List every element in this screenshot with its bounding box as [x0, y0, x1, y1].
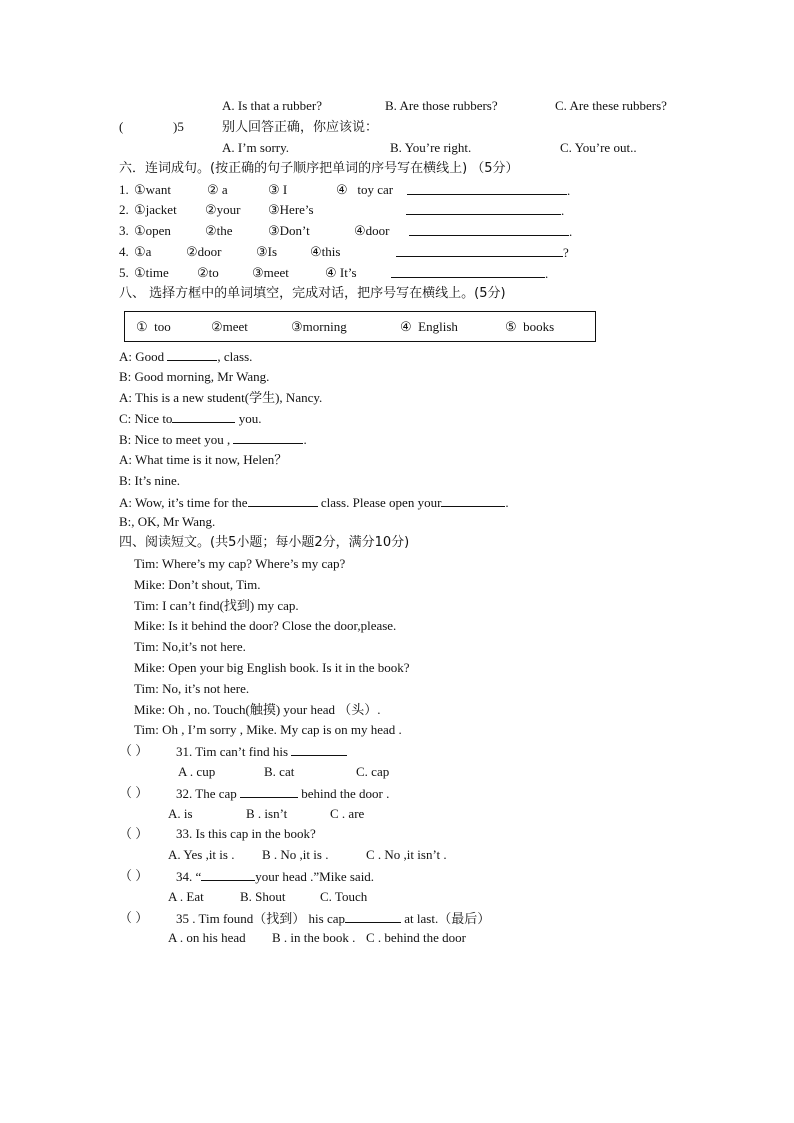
s8-line-9: B:, OK, Mr Wang.	[119, 514, 216, 529]
q32-option-b: B . isn’t	[246, 806, 288, 821]
s6-row-5-label: 5.	[119, 265, 129, 280]
q4-option-a: A. Is that a rubber?	[222, 98, 322, 113]
s6-row-4-word-1: ①a	[134, 244, 152, 259]
s6-row-3-word-4: ④door	[354, 223, 390, 238]
q35-paren[interactable]: （ ）	[119, 910, 149, 925]
s6-row-2-word-2: ②your	[205, 202, 241, 217]
s6-row-2-label: 2.	[119, 202, 129, 217]
passage-line-3: Tim: I can’t find(找到) my cap.	[134, 598, 299, 613]
word-bank-item-4: ④ English	[400, 319, 458, 334]
word-bank-item-1: ① too	[136, 319, 171, 334]
s6-row-1-word-1: ①want	[134, 182, 171, 197]
q35-option-a: A . on his head	[168, 930, 246, 945]
s6-row-4-word-2: ②door	[186, 244, 222, 259]
passage-line-1: Tim: Where’s my cap? Where’s my cap?	[134, 556, 346, 571]
s8-line-5: B: Nice to meet you , .	[119, 432, 307, 447]
s6-row-1-word-3: ③ I	[268, 182, 288, 197]
passage-line-4: Mike: Is it behind the door? Close the door,please.	[134, 618, 397, 633]
s6-row-4-word-3: ③Is	[256, 244, 278, 259]
q33-paren[interactable]: （ ）	[119, 826, 149, 841]
s8-line-4: C: Nice to you.	[119, 411, 262, 426]
s6-row-2-word-1: ①jacket	[134, 202, 177, 217]
q4-option-c: C. Are these rubbers?	[555, 98, 667, 113]
q32-text: 32. The cap behind the door .	[176, 786, 390, 801]
passage-line-8: Mike: Oh , no. Touch(触摸) your head （头）.	[134, 702, 381, 717]
q31-text: 31. Tim can’t find his	[176, 743, 347, 760]
q5-answer-paren: (	[119, 119, 124, 134]
section-8-title: 八、 选择方框中的单词填空，完成对话，把序号写在横线上。(5分)	[119, 286, 506, 301]
s6-row-4-answer-line[interactable]: ?	[396, 244, 569, 261]
word-bank-item-2: ②meet	[211, 319, 248, 334]
s8-blank-3[interactable]	[233, 431, 303, 444]
s6-row-1-word-4: ④ toy car	[336, 182, 394, 197]
q32-paren[interactable]: （ ）	[119, 785, 149, 800]
q5-option-a: A. I’m sorry.	[222, 140, 290, 155]
s8-blank-1[interactable]	[167, 348, 217, 361]
q34-option-a: A . Eat	[168, 889, 204, 904]
passage-line-7: Tim: No, it’s not here.	[134, 681, 250, 696]
q5-option-b: B. You’re right.	[390, 140, 472, 155]
q33-option-c: C . No ,it isn’t .	[366, 847, 447, 862]
q31-blank[interactable]	[291, 743, 347, 756]
s6-row-4-word-4: ④this	[310, 244, 341, 259]
s8-blank-2[interactable]	[172, 410, 235, 423]
s8-line-6: A: What time is it now, Helen？	[119, 452, 288, 467]
q34-option-b: B. Shout	[240, 889, 286, 904]
section-4-title: 四、阅读短文。(共5小题；每小题2分，满分10分)	[119, 535, 410, 550]
s6-row-3-answer-line[interactable]: .	[409, 223, 572, 240]
s6-row-5-word-3: ③meet	[252, 265, 289, 280]
q32-option-c: C . are	[330, 806, 365, 821]
word-bank-item-5: ⑤ books	[505, 319, 555, 334]
s6-row-2-word-3: ③Here’s	[268, 202, 314, 217]
q33-option-b: B . No ,it is .	[262, 847, 329, 862]
s8-blank-4[interactable]	[248, 494, 318, 507]
s6-row-5-word-2: ②to	[197, 265, 219, 280]
q5-prompt: 别人回答正确，你应该说：	[222, 119, 379, 134]
q35-option-b: B . in the book .	[272, 930, 356, 945]
s6-row-1-label: 1.	[119, 182, 129, 197]
s6-row-2-answer-line[interactable]: .	[406, 202, 564, 219]
s8-blank-5[interactable]	[441, 494, 505, 507]
s8-line-2: B: Good morning, Mr Wang.	[119, 369, 270, 384]
passage-line-5: Tim: No,it’s not here.	[134, 639, 246, 654]
s6-row-3-label: 3.	[119, 223, 129, 238]
s6-row-5-word-1: ①time	[134, 265, 169, 280]
q31-paren[interactable]: （ ）	[119, 743, 149, 758]
s6-row-3-word-3: ③Don’t	[268, 223, 310, 238]
s6-row-5-answer-line[interactable]: .	[391, 265, 548, 282]
q32-blank[interactable]	[240, 785, 298, 798]
passage-line-2: Mike: Don’t shout, Tim.	[134, 577, 261, 592]
q5-number: )5	[173, 119, 184, 134]
s6-row-4-label: 4.	[119, 244, 129, 259]
q35-option-c: C . behind the door	[366, 930, 467, 945]
q35-text: 35 . Tim found（找到） his cap at last.（最后）	[176, 911, 491, 926]
s8-line-8: A: Wow, it’s time for the class. Please open your .	[119, 495, 509, 510]
s8-line-1: A: Good , class.	[119, 349, 253, 364]
word-bank-box	[124, 311, 596, 342]
q33-text: 33. Is this cap in the book?	[176, 826, 316, 841]
passage-line-6: Mike: Open your big English book. Is it in the book?	[134, 660, 410, 675]
s8-line-7: B: It’s nine.	[119, 473, 181, 488]
word-bank-item-3: ③morning	[291, 319, 347, 334]
q34-paren[interactable]: （ ）	[119, 868, 149, 883]
passage-line-9: Tim: Oh , I’m sorry , Mike. My cap is on my head .	[134, 722, 402, 737]
q32-option-a: A. is	[168, 806, 193, 821]
s6-row-3-word-1: ①open	[134, 223, 171, 238]
q31-option-c: C. cap	[356, 764, 390, 779]
s6-row-5-word-4: ④ It’s	[325, 265, 357, 280]
s6-row-1-word-2: ② a	[207, 182, 228, 197]
q34-option-c: C. Touch	[320, 889, 368, 904]
q34-text: 34. “ your head .”Mike said.	[176, 869, 375, 884]
q5-option-c: C. You’re out..	[560, 140, 637, 155]
s8-line-3: A: This is a new student(学生), Nancy.	[119, 390, 323, 405]
q34-blank[interactable]	[201, 868, 255, 881]
q31-option-a: A . cup	[178, 764, 216, 779]
q31-option-b: B. cat	[264, 764, 295, 779]
s6-row-3-word-2: ②the	[205, 223, 233, 238]
section-6-title: 六．连词成句。(按正确的句子顺序把单词的序号写在横线上) （5分）	[119, 161, 519, 176]
q4-option-b: B. Are those rubbers?	[385, 98, 498, 113]
q33-option-a: A. Yes ,it is .	[168, 847, 235, 862]
s6-row-1-answer-line[interactable]: .	[407, 182, 570, 199]
q35-blank[interactable]	[345, 910, 401, 923]
